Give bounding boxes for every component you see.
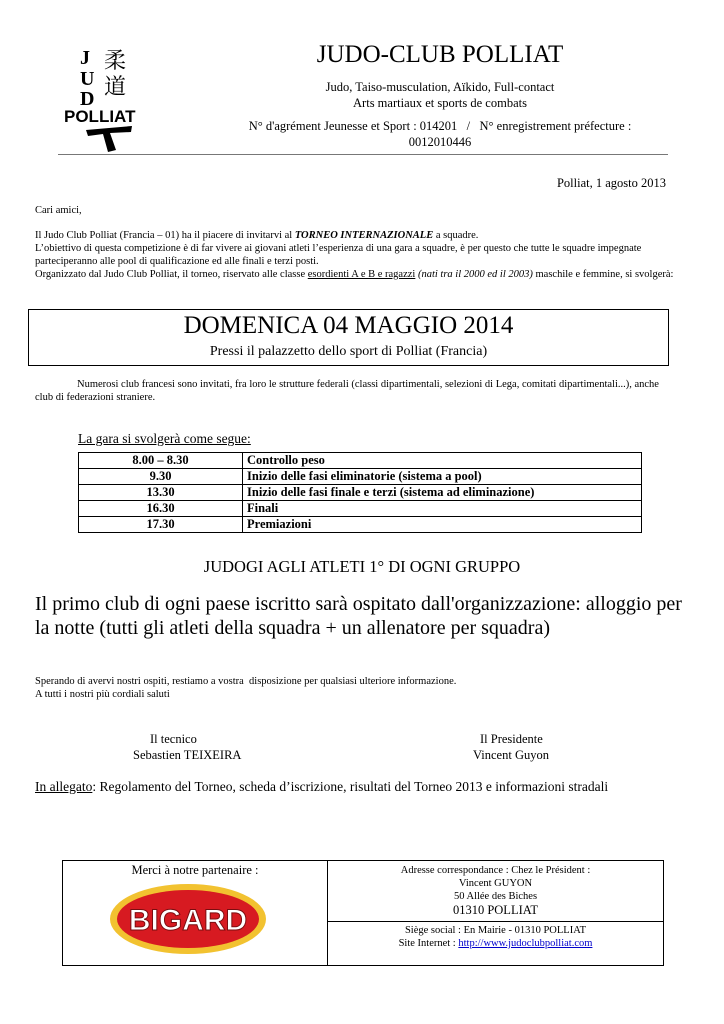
club-tagline: Arts martiaux et sports de combats — [353, 96, 527, 110]
closing-line-2: A tutti i nostri più cordiali saluti — [35, 689, 170, 700]
table-row — [79, 469, 642, 485]
attachment-text: : Regolamento del Torneo, scheda d’iscrizione, risultati del Torneo 2013 e informazioni stradali — [92, 779, 609, 794]
categories-text: Organizzato dal Judo Club Polliat, il torneo, riservato alle classe — [35, 269, 308, 280]
event-box — [28, 309, 669, 366]
schedule-time: 8.00 – 8.30 — [79, 453, 243, 469]
event-location: Pressi il palazzetto dello sport di Polliat (Francia) — [209, 344, 488, 359]
address-city: 01310 POLLIAT — [452, 903, 539, 917]
bigard-logo — [108, 882, 268, 956]
categories-list: esordienti A e B e ragazzi — [307, 269, 416, 280]
schedule-activity: Controllo peso — [243, 453, 642, 469]
invited-clubs-paragraph: Numerosi club francesi sono invitati, fra loro le strutture federali (classi dipartimentali, selezioni di Lega, comitati dipartimentali...), anche club di federazioni straniere. — [35, 379, 659, 403]
event-date-title: DOMENICA 04 MAGGIO 2014 — [183, 312, 514, 339]
categories-text-end: maschile e femmine, si svolgerà: — [532, 269, 674, 280]
website-link[interactable]: http://www.judoclubpolliat.com — [458, 938, 593, 949]
table-row — [79, 517, 642, 533]
header-divider — [58, 154, 668, 155]
bigard-logo-text: BIGARD — [128, 904, 248, 937]
attachment-line — [35, 779, 608, 795]
registered-office: Siège social : En Mairie - 01310 POLLIAT — [404, 925, 587, 936]
logo-letter-d: D — [80, 88, 95, 110]
schedule-time: 17.30 — [79, 517, 243, 533]
intro-objective: L’obiettivo di questa competizione è di far vivere ai giovani atleti l’esperienza di una gara a squadre, è per questo che tutte le squadre impegnate parteciperanno alle pool di qualificazione ed alle finali e terzi posti. — [35, 243, 642, 267]
president-role: Il Presidente — [480, 732, 543, 746]
schedule-activity: Inizio delle fasi eliminatorie (sistema a pool) — [243, 469, 642, 485]
registration-line: N° d'agrément Jeunesse et Sport : 014201 / N° enregistrement préfecture : — [248, 119, 632, 133]
schedule-time: 16.30 — [79, 501, 243, 517]
schedule-activity: Premiazioni — [243, 517, 642, 533]
president-name: Vincent Guyon — [473, 748, 549, 762]
logo-name: POLLIAT — [64, 107, 136, 126]
logo-letter-j: J — [80, 47, 90, 69]
judogi-note: JUDOGI AGLI ATLETI 1° DI OGNI GRUPPO — [203, 557, 521, 576]
intro-categories — [35, 268, 685, 281]
tech-name: Sebastien TEIXEIRA — [133, 748, 242, 762]
schedule-table — [78, 452, 642, 533]
intro-line-1 — [35, 229, 685, 242]
address-street: 50 Allée des Biches — [453, 891, 538, 902]
intro-text: Il Judo Club Polliat (Francia – 01) ha il piacere di invitarvi al — [35, 230, 295, 241]
registration-number: 0012010446 — [408, 135, 472, 149]
logo-kanji-ju: 柔 — [104, 49, 127, 74]
club-title: JUDO-CLUB POLLIAT — [316, 41, 564, 68]
black-belt-icon — [86, 126, 132, 152]
table-row — [79, 485, 642, 501]
website-line — [328, 937, 663, 950]
website-label: Site Internet : — [398, 938, 459, 949]
address-name: Vincent GUYON — [458, 878, 533, 889]
partner-label: Merci à notre partenaire : — [131, 863, 259, 877]
tech-role: Il tecnico — [150, 732, 197, 746]
letter-date: Polliat, 1 agosto 2013 — [556, 176, 666, 190]
address-heading: Adresse correspondance : Chez le Président : — [400, 865, 591, 876]
birth-years: (nati tra il 2000 ed il 2003) — [415, 269, 533, 280]
schedule-time: 13.30 — [79, 485, 243, 501]
table-row — [79, 453, 642, 469]
closing-line-1: Sperando di avervi nostri ospiti, restiamo a vostra disposizione per qualsiasi ulteriore informazione. — [35, 676, 457, 687]
tournament-name: TORNEO INTERNAZIONALE — [294, 230, 434, 241]
footer-box — [62, 860, 664, 966]
schedule-time: 9.30 — [79, 469, 243, 485]
logo-letter-u: U — [80, 68, 95, 90]
club-disciplines: Judo, Taiso-musculation, Aïkido, Full-contact — [325, 80, 555, 94]
address-divider — [328, 921, 663, 922]
intro-text-end: a squadre. — [433, 230, 479, 241]
intro-paragraph — [35, 229, 685, 281]
attachment-label: In allegato — [35, 779, 93, 794]
closing — [35, 675, 456, 701]
table-row — [79, 501, 642, 517]
club-logo — [58, 42, 160, 154]
program-label: La gara si svolgerà come segue: — [78, 431, 251, 446]
schedule-activity: Inizio delle fasi finale e terzi (sistema ad eliminazione) — [243, 485, 642, 501]
partner-cell — [63, 861, 328, 965]
greeting: Cari amici, — [35, 205, 82, 216]
lodging-note: Il primo club di ogni paese iscritto sarà ospitato dall'organizzazione: alloggio per la notte (tutti gli atleti della squadra + un allenatore per squadra) — [35, 593, 682, 639]
logo-kanji-do: 道 — [104, 75, 127, 100]
schedule-activity: Finali — [243, 501, 642, 517]
